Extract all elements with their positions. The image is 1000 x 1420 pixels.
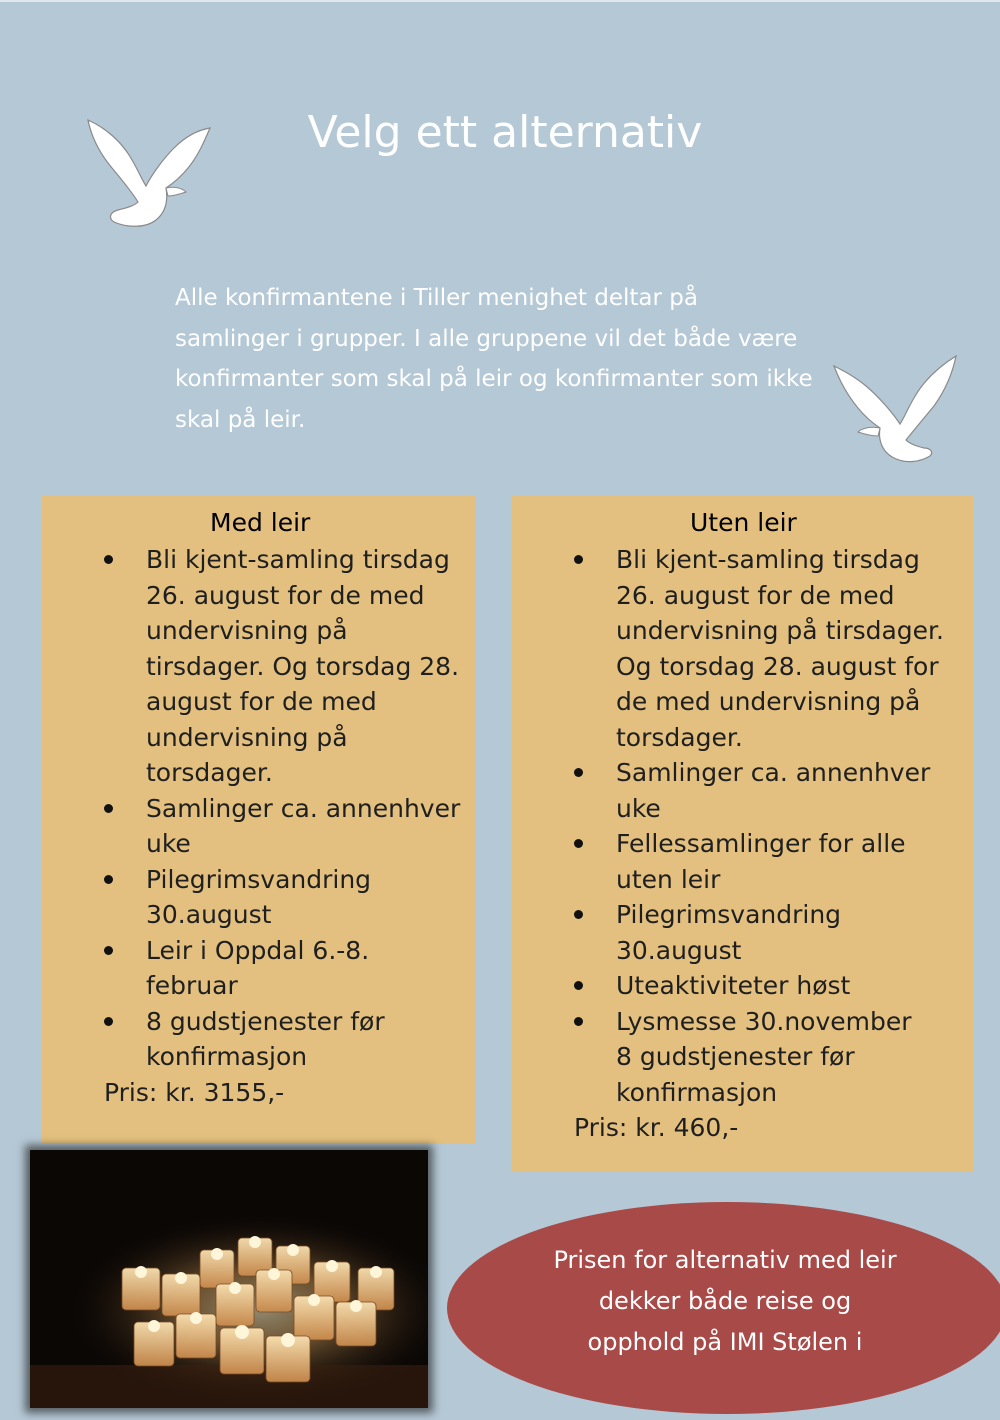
list-item-line: undervisning på <box>146 722 348 752</box>
med-leir-list <box>104 542 469 1110</box>
list-item-line: Pilegrimsvandring <box>616 900 842 929</box>
dove-icon <box>832 352 960 468</box>
list-item <box>104 933 469 1004</box>
bullet-icon <box>574 555 583 564</box>
intro-paragraph: Alle konfirmantene i Tiller menighet deltar på samlinger i grupper. I alle gruppene vil det både være konfirmanter som skal på leir og konfirmanter som ikke skal på leir. <box>175 285 813 433</box>
list-item-line: Bli kjent-samling tirsdag <box>146 545 450 574</box>
list-item-line: februar <box>146 971 238 1000</box>
list-item <box>104 542 469 791</box>
bullet-icon <box>104 1017 113 1026</box>
bullet-icon <box>574 1017 583 1026</box>
list-item-line: Lysmesse 30.november <box>616 1006 912 1036</box>
bullet-icon <box>104 946 113 955</box>
bullet-icon <box>574 839 583 848</box>
bullet-icon <box>104 555 113 564</box>
list-item-line: 8 gudstjenester før <box>616 1042 855 1071</box>
bullet-icon <box>574 981 583 990</box>
list-item-line: torsdager. <box>146 758 273 787</box>
list-item <box>574 1004 966 1111</box>
list-item-line: 30.august <box>616 935 742 965</box>
list-item-line: 26. august for de med <box>616 580 895 610</box>
list-item-line: Og torsdag 28. august for <box>616 651 939 681</box>
list-item-line: 8 gudstjenester før <box>146 1006 385 1036</box>
list-item-line: torsdager. <box>616 722 743 752</box>
list-item-line: Leir i Oppdal 6.-8. <box>146 935 370 965</box>
list-item-line: Samlinger ca. annenhver <box>616 758 931 787</box>
page-title: Velg ett alternativ <box>307 107 703 158</box>
bullet-icon <box>104 804 113 813</box>
list-item-line: Pilegrimsvandring <box>146 864 372 894</box>
list-item <box>574 755 966 826</box>
med-leir-price: Pris: kr. 3155,- <box>104 1077 285 1107</box>
candles-photo <box>30 1150 428 1408</box>
list-item-line: konfirmasjon <box>616 1077 778 1107</box>
list-item-line: undervisning på <box>146 616 348 645</box>
list-item <box>104 862 469 933</box>
list-item-line: tirsdager. Og torsdag 28. <box>146 651 460 681</box>
list-item-line: 30.august <box>146 900 272 929</box>
list-item-line: konfirmasjon <box>146 1042 308 1071</box>
uten-leir-heading: Uten leir <box>690 508 797 537</box>
list-item-line: undervisning på tirsdager. <box>616 616 944 645</box>
list-item <box>104 791 469 862</box>
bullet-icon <box>104 875 113 884</box>
price-note-line: Prisen for alternativ med leir <box>553 1246 897 1274</box>
list-item <box>574 826 966 897</box>
bullet-icon <box>574 910 583 919</box>
list-item <box>574 897 966 968</box>
list-item-line: Uteaktiviteter høst <box>616 971 851 1000</box>
list-item-line: uke <box>616 793 661 823</box>
list-item <box>104 1004 469 1075</box>
list-item-line: august for de med <box>146 687 377 716</box>
list-item <box>574 968 966 1004</box>
list-item-line: 26. august for de med <box>146 580 425 610</box>
list-item-line: Samlinger ca. annenhver <box>146 793 461 823</box>
price-note-text <box>520 1240 930 1363</box>
list-item-line: uke <box>146 829 191 858</box>
list-item-line: Fellessamlinger for alle <box>616 829 906 858</box>
list-item-line: uten leir <box>616 864 721 894</box>
list-item-line: Bli kjent-samling tirsdag <box>616 545 920 574</box>
uten-leir-price: Pris: kr. 460,- <box>574 1113 739 1142</box>
med-leir-heading: Med leir <box>210 508 311 537</box>
list-item <box>574 542 966 755</box>
price-note-line: opphold på IMI Stølen i <box>587 1328 863 1356</box>
bullet-icon <box>574 768 583 777</box>
list-item-line: de med undervisning på <box>616 687 921 716</box>
dove-icon <box>82 114 214 230</box>
uten-leir-list <box>574 542 966 1146</box>
price-note-line: dekker både reise og <box>598 1287 852 1315</box>
